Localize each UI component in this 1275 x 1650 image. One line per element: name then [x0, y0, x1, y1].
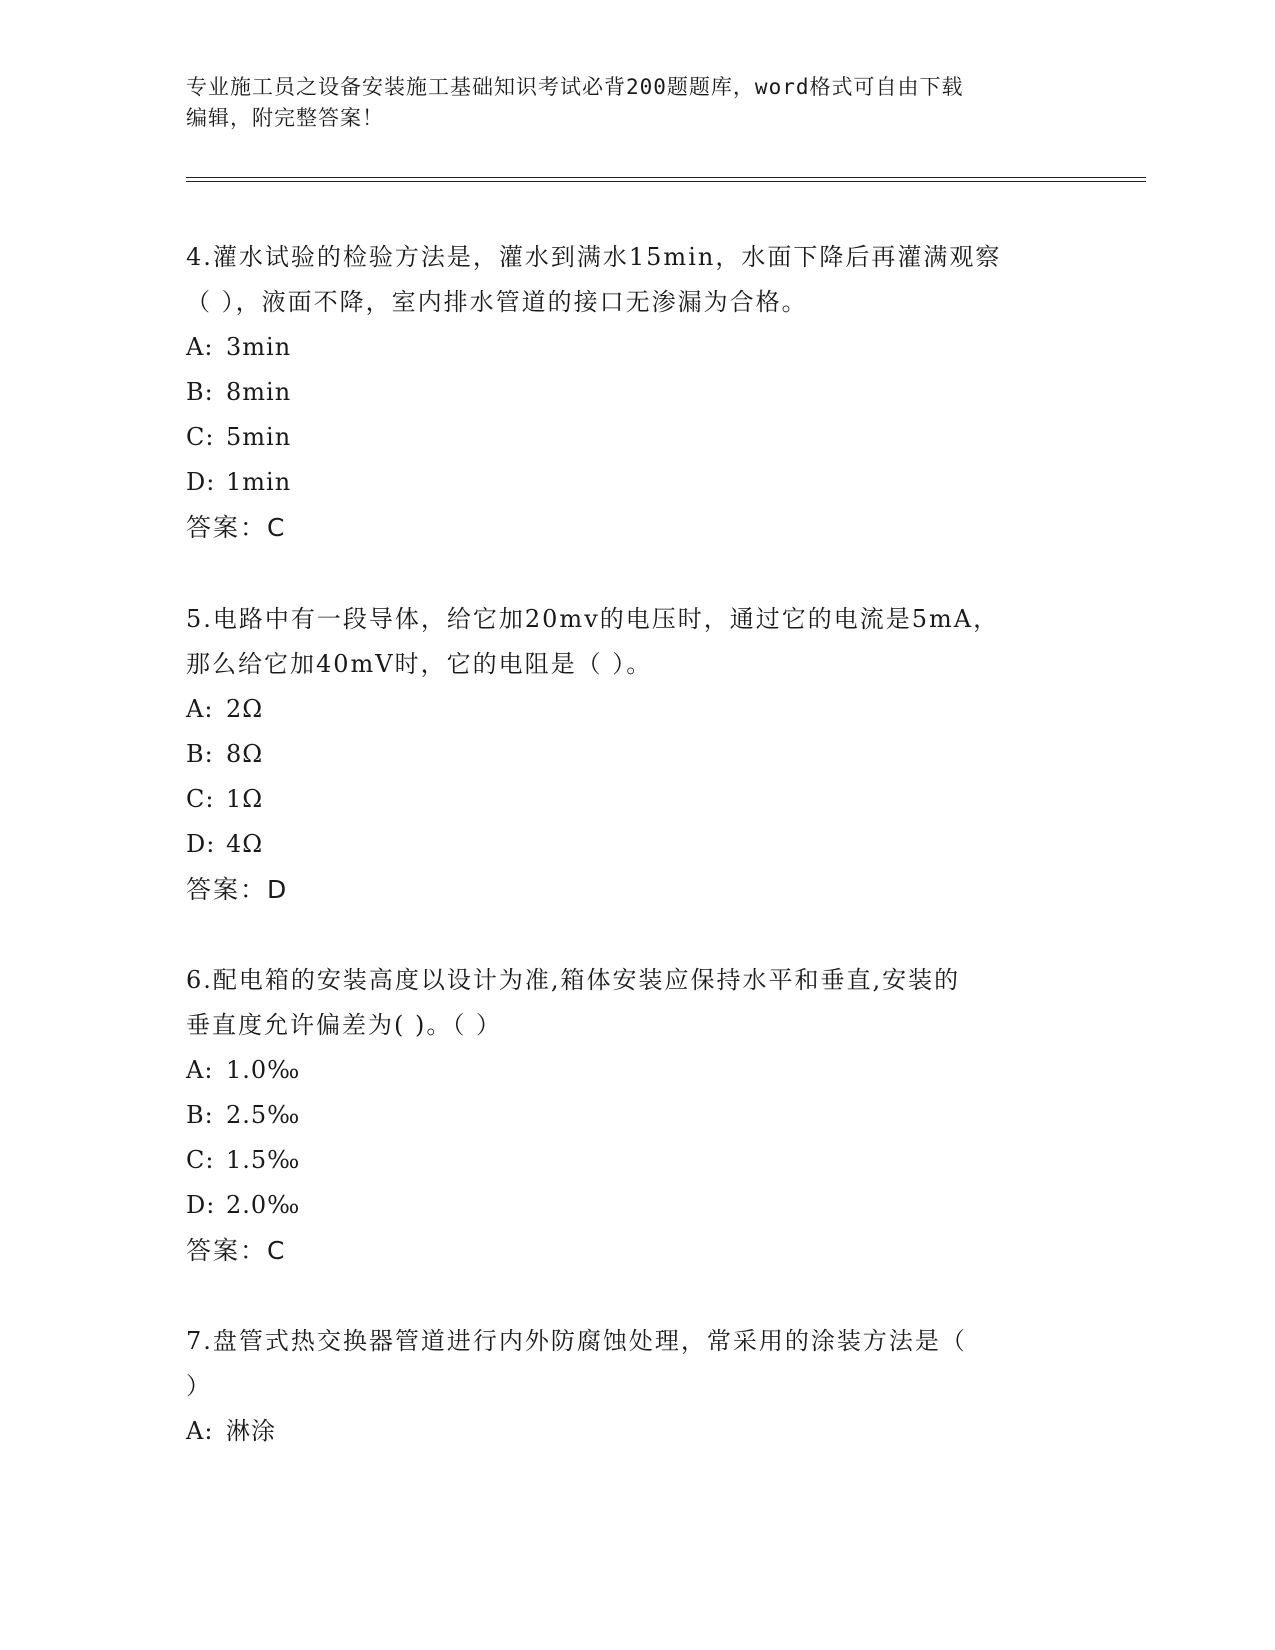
option-a	[186, 1409, 1086, 1454]
answer-label: 答案：	[186, 513, 268, 542]
question-stem-line: 垂直度允许偏差为( )。（ ）	[186, 1011, 502, 1039]
option-key: B:	[186, 1101, 214, 1129]
option-d	[186, 822, 1086, 867]
document-header	[186, 72, 1086, 134]
question-7	[186, 1319, 1086, 1454]
answer-line	[186, 505, 1086, 550]
option-key: D:	[186, 1191, 216, 1219]
option-text: 1.0‰	[226, 1056, 301, 1084]
option-key: A:	[186, 333, 214, 361]
option-key: A:	[186, 695, 214, 723]
option-b	[186, 732, 1086, 777]
option-a	[186, 1048, 1086, 1093]
question-stem-line: ）	[186, 1372, 212, 1400]
option-key: D:	[186, 830, 216, 858]
option-key: B:	[186, 740, 214, 768]
answer-label: 答案：	[186, 875, 268, 904]
answer-value: C	[267, 1236, 285, 1265]
option-key: C:	[186, 423, 215, 451]
option-a	[186, 325, 1086, 370]
question-stem-line: 4.灌水试验的检验方法是，灌水到满水15min，水面下降后再灌满观察	[186, 243, 1002, 271]
question-4	[186, 235, 1086, 550]
header-line-1: 专业施工员之设备安装施工基础知识考试必背200题题库，word格式可自由下载	[186, 75, 964, 99]
option-text: 淋涂	[226, 1417, 276, 1445]
question-stem-line: 7.盘管式热交换器管道进行内外防腐蚀处理，常采用的涂装方法是（	[186, 1327, 967, 1355]
answer-line	[186, 867, 1086, 912]
question-stem-line: 5.电路中有一段导体，给它加20mv的电压时，通过它的电流是5mA，	[186, 605, 1000, 633]
option-text: 2.5‰	[226, 1101, 301, 1129]
option-d	[186, 1183, 1086, 1228]
answer-label: 答案：	[186, 1236, 268, 1265]
option-text: 5min	[226, 423, 292, 451]
option-a	[186, 687, 1086, 732]
option-text: 1min	[226, 468, 292, 496]
option-text: 2.0‰	[226, 1191, 301, 1219]
question-5	[186, 597, 1086, 912]
question-stem-line: （ ），液面不降，室内排水管道的接口无渗漏为合格。	[186, 288, 808, 316]
header-divider-bottom	[186, 181, 1146, 182]
option-key: B:	[186, 378, 214, 406]
option-b	[186, 1093, 1086, 1138]
option-key: C:	[186, 1146, 215, 1174]
answer-line	[186, 1228, 1086, 1273]
option-text: 1.5‰	[226, 1146, 301, 1174]
option-text: 8Ω	[226, 740, 264, 768]
option-c	[186, 777, 1086, 822]
header-line-2: 编辑，附完整答案！	[186, 106, 384, 130]
answer-value: C	[267, 513, 285, 542]
header-divider-top	[186, 177, 1146, 178]
option-key: D:	[186, 468, 216, 496]
option-text: 1Ω	[226, 785, 264, 813]
option-text: 2Ω	[226, 695, 264, 723]
question-6	[186, 958, 1086, 1273]
option-b	[186, 370, 1086, 415]
answer-value: D	[267, 875, 287, 904]
option-c	[186, 415, 1086, 460]
option-d	[186, 460, 1086, 505]
option-c	[186, 1138, 1086, 1183]
option-key: C:	[186, 785, 215, 813]
question-stem-line: 那么给它加40mV时，它的电阻是（ ）。	[186, 650, 653, 678]
question-stem-line: 6.配电箱的安装高度以设计为准,箱体安装应保持水平和垂直,安装的	[186, 966, 961, 994]
option-text: 4Ω	[226, 830, 264, 858]
option-text: 3min	[226, 333, 292, 361]
option-key: A:	[186, 1417, 214, 1445]
option-text: 8min	[226, 378, 292, 406]
option-key: A:	[186, 1056, 214, 1084]
